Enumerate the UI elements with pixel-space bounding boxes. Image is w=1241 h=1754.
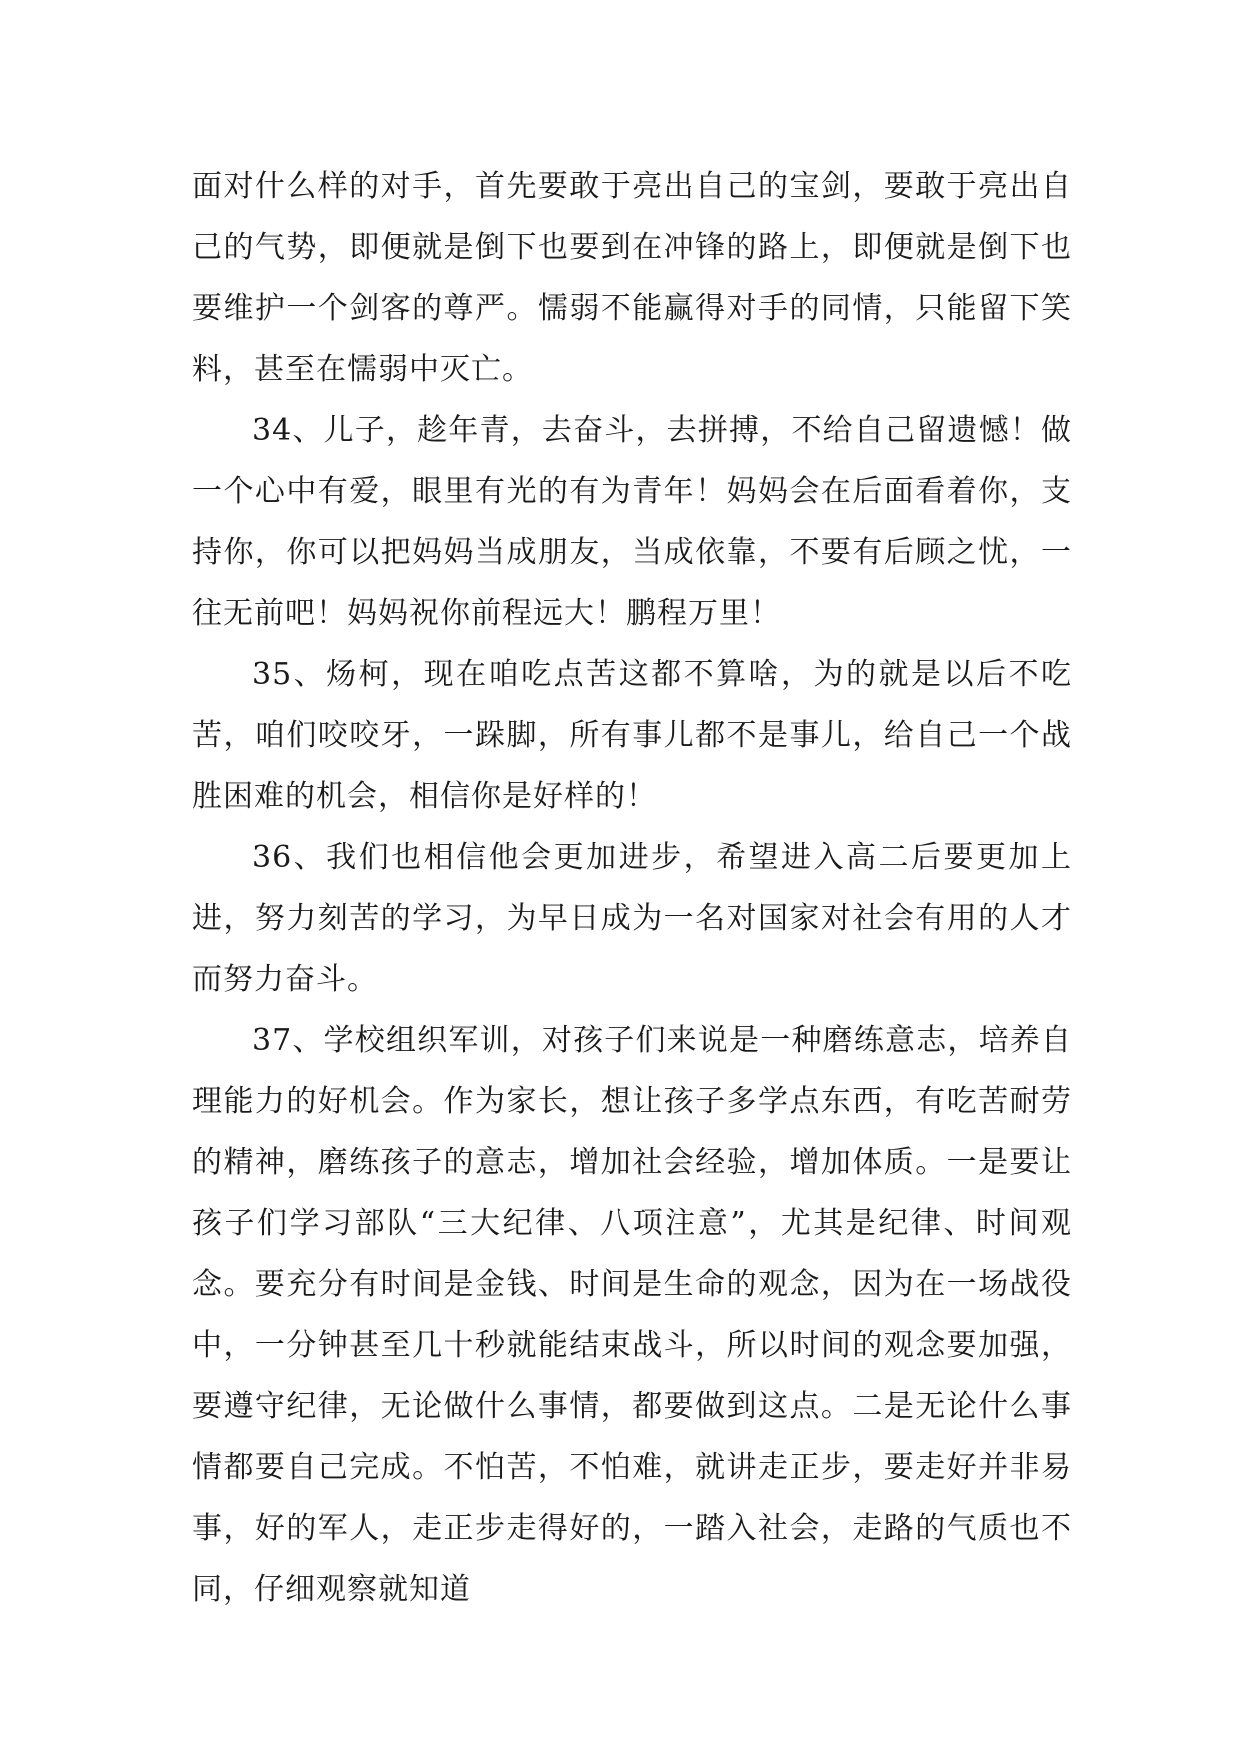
paragraph-34: 34、儿子，趁年青，去奋斗，去拼搏，不给自己留遗憾！做一个心中有爱，眼里有光的有为青年！妈妈会在后面看着你，支持你，你可以把妈妈当成朋友，当成依靠，不要有后顾之忧，一往无前吧！妈妈祝你前程远大！鹏程万里！ bbox=[192, 413, 1072, 631]
paragraph-36: 36、我们也相信他会更加进步，希望进入高二后要更加上进，努力刻苦的学习，为早日成为一名对国家对社会有用的人才而努力奋斗。 bbox=[192, 840, 1072, 997]
paragraph-intro: 面对什么样的对手，首先要敢于亮出自己的宝剑，要敢于亮出自己的气势，即便就是倒下也要到在冲锋的路上，即便就是倒下也要维护一个剑客的尊严。懦弱不能赢得对手的同情，只能留下笑料，甚至在懦弱中灭亡。 bbox=[192, 169, 1072, 387]
body-text bbox=[192, 156, 1072, 1620]
paragraph-35: 35、炀柯，现在咱吃点苦这都不算啥，为的就是以后不吃苦，咱们咬咬牙，一跺脚，所有事儿都不是事儿，给自己一个战胜困难的机会，相信你是好样的！ bbox=[192, 657, 1072, 814]
paragraph-37: 37、学校组织军训，对孩子们来说是一种磨练意志，培养自理能力的好机会。作为家长，想让孩子多学点东西，有吃苦耐劳的精神，磨练孩子的意志，增加社会经验，增加体质。一是要让孩子们学习部队“三大纪律、八项注意”，尤其是纪律、时间观念。要充分有时间是金钱、时间是生命的观念，因为在一场战役中，一分钟甚至几十秒就能结束战斗，所以时间的观念要加强，要遵守纪律，无论做什么事情，都要做到这点。二是无论什么事情都要自己完成。不怕苦，不怕难，就讲走正步，要走好并非易事，好的军人，走正步走得好的，一踏入社会，走路的气质也不同，仔细观察就知道 bbox=[192, 1023, 1072, 1607]
